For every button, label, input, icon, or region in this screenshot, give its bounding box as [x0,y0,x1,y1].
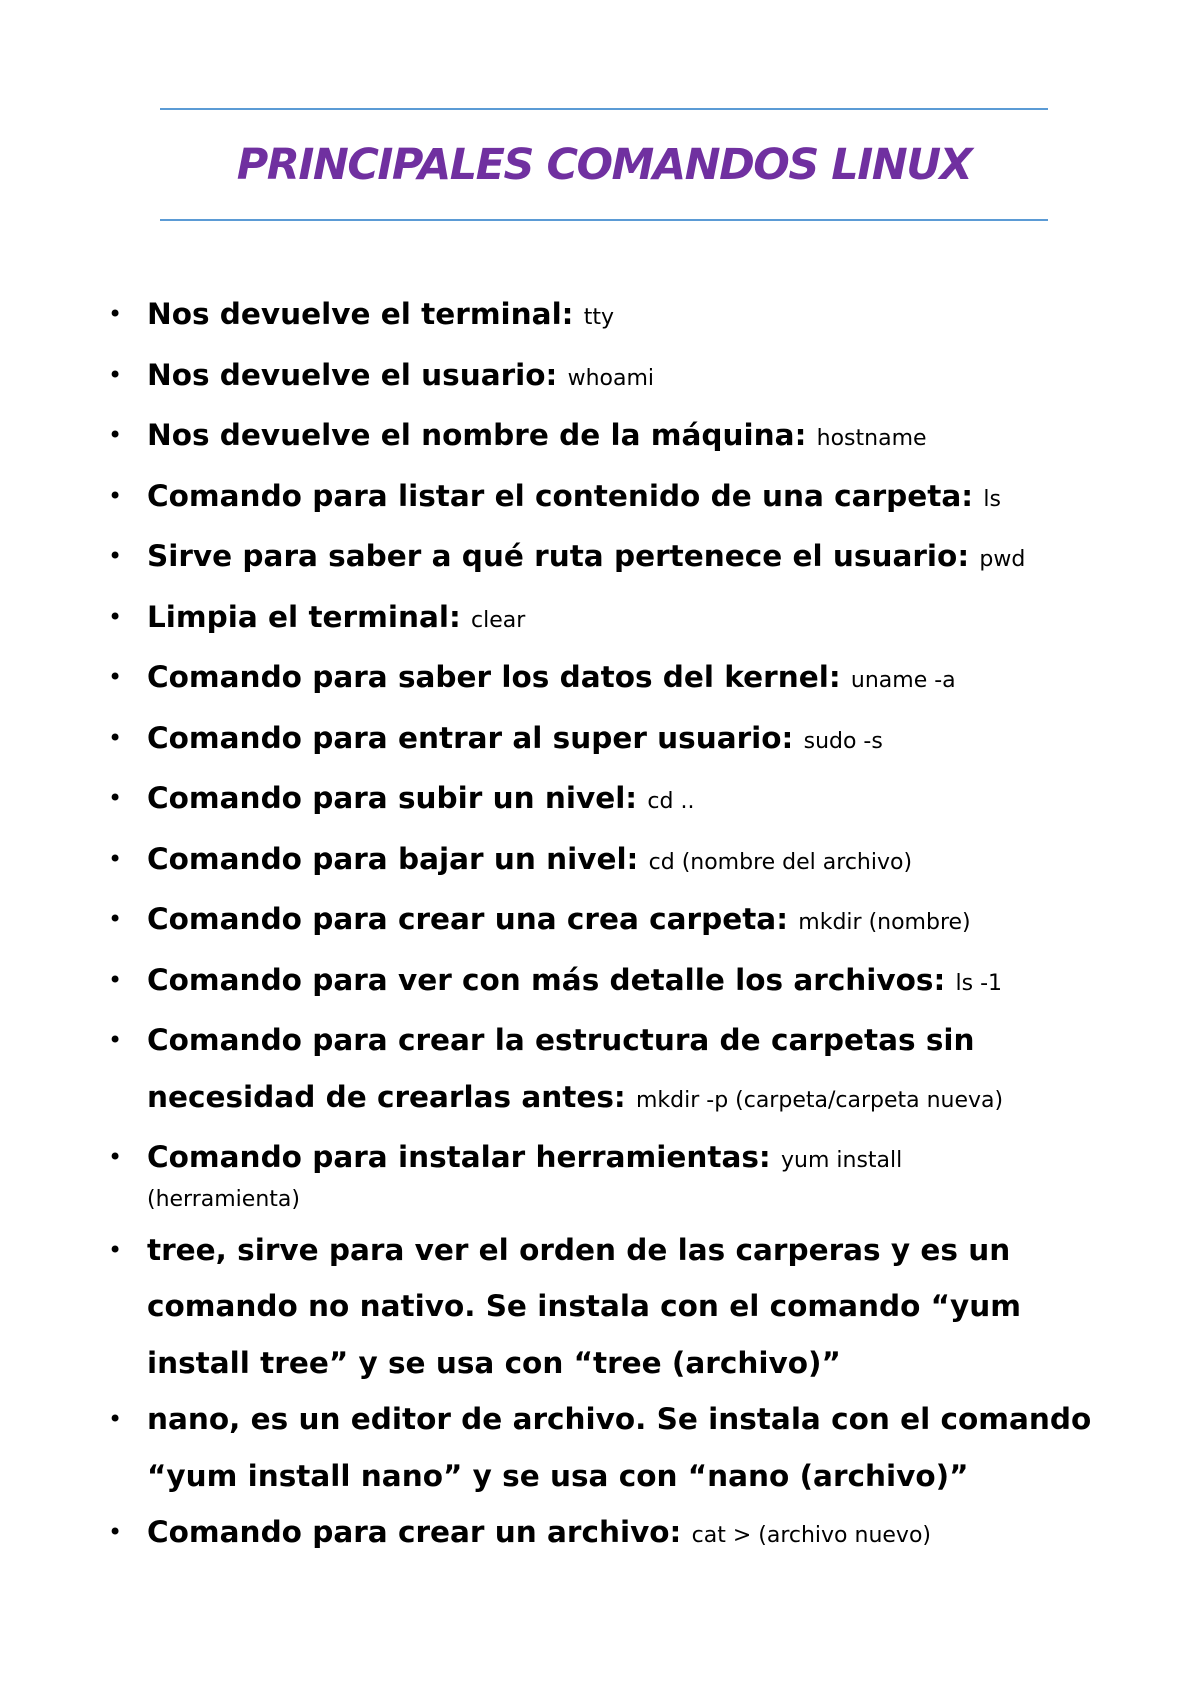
bullet-icon: • [108,844,123,873]
item-command: cd (nombre del archivo) [648,849,913,875]
item-label: Sirve para saber a qué ruta pertenece el usuario: [147,539,980,573]
item-command: hostname [816,426,927,451]
item-label: tree, sirve para ver el orden de las carperas y es un comando no nativo. Se instala con el comando “yum install tree” y se usa con “tree (archivo)” [147,1232,1022,1380]
item-label: Nos devuelve el usuario: [147,357,568,392]
bullet-icon: • [108,663,123,691]
list-item [106,1504,1126,1565]
list-item [106,710,1126,771]
item-label: Comando para crear un archivo: [147,1515,692,1549]
item-command: cat > (archivo nuevo) [691,1523,931,1548]
bullet-icon: • [108,360,123,389]
bullet-icon: • [108,723,123,752]
item-command: cd .. [647,789,695,814]
bullet-icon: • [108,965,123,994]
item-label: Comando para saber los datos del kernel: [147,660,851,694]
item-command: whoami [567,365,655,391]
list-item [106,1222,1126,1392]
bullet-icon: • [108,1026,123,1054]
list-item [106,770,1126,831]
item-command: mkdir -p (carpeta/carpeta nueva) [635,1087,1004,1113]
list-item [106,347,1126,408]
item-label: nano, es un editor de archivo. Se instala con el comando “yum install nano” y se usa con “nano (archivo)” [147,1402,1092,1493]
item-label: Comando para entrar al super usuario: [147,720,804,755]
page-title: PRINCIPALES COMANDOS LINUX [236,140,972,190]
item-label: Comando para crear la estructura de carpetas sin necesidad de crearlas antes: [147,1023,975,1114]
bullet-icon: • [108,602,123,631]
item-label: Comando para instalar herramientas: [147,1140,781,1174]
item-command: yum install [781,1148,903,1173]
item-command: ls [983,486,1001,512]
item-command: uname -a [850,668,956,693]
title-bottom-rule [160,219,1048,221]
bullet-icon: • [108,1143,123,1171]
item-label: Nos devuelve el terminal: [147,297,584,331]
list-item [106,649,1126,710]
list-item [106,1391,1126,1504]
bullet-icon: • [108,784,123,812]
item-command: clear [471,607,526,633]
bullet-icon: • [108,1518,123,1546]
item-label: Comando para ver con más detalle los archivos: [147,962,956,997]
item-command-continuation: (herramienta) [147,1186,300,1212]
bullet-icon: • [108,1405,123,1433]
bullet-icon: • [108,905,123,933]
bullet-icon: • [108,421,123,449]
bullet-icon: • [108,300,123,328]
list-item [106,952,1126,1013]
item-label: Comando para bajar un nivel: [147,841,649,876]
item-label: Comando para crear una crea carpeta: [147,902,799,936]
list-item [106,1129,1126,1216]
list-item [106,286,1126,347]
bullet-icon: • [108,542,123,570]
item-label: Comando para subir un nivel: [147,781,648,815]
item-command: tty [583,305,615,330]
list-item [106,831,1126,892]
item-command: mkdir (nombre) [798,910,971,935]
bullet-icon: • [108,1235,123,1264]
item-command: sudo -s [803,728,883,754]
list-item [106,1012,1126,1129]
list-item [106,891,1126,952]
item-label: Limpia el terminal: [147,599,472,634]
command-list [106,286,1126,1565]
list-item [106,468,1126,529]
list-item [106,589,1126,650]
item-command: pwd [979,547,1026,572]
list-item [106,528,1126,589]
title-top-rule [160,108,1048,110]
item-label: Nos devuelve el nombre de la máquina: [147,418,817,452]
item-label: Comando para listar el contenido de una carpeta: [147,478,984,513]
list-item [106,407,1126,468]
bullet-icon: • [108,481,123,510]
item-command: ls -1 [955,970,1003,996]
